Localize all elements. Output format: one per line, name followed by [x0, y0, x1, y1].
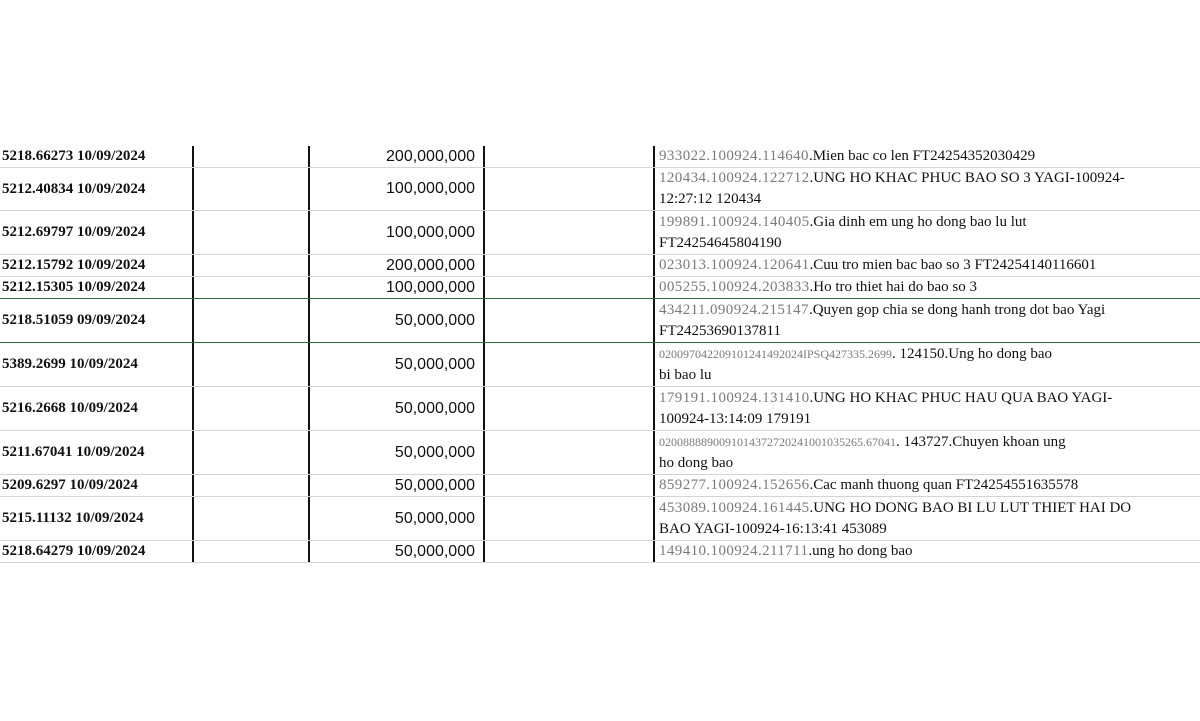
empty-cell [192, 387, 308, 430]
description-cell [653, 277, 1200, 298]
description-cell [653, 541, 1200, 562]
table-row [0, 431, 1200, 475]
amount-cell: 200,000,000 [308, 146, 483, 167]
transaction-id-date: 5211.67041 10/09/2024 [2, 444, 145, 460]
amount-cell: 200,000,000 [308, 255, 483, 276]
description-cell [653, 211, 1200, 254]
transaction-id-date: 5216.2668 10/09/2024 [2, 400, 138, 416]
table-row [0, 475, 1200, 497]
masked-reference: 005255.100924.203833 [659, 279, 810, 295]
transaction-id-date: 5212.15792 10/09/2024 [2, 257, 146, 273]
description-cell [653, 431, 1200, 474]
masked-reference: 199891.100924.140405 [659, 213, 810, 230]
description-line: 120434.100924.122712.UNG HO KHAC PHUC BAO SO 3 YAGI-100924- [659, 170, 1125, 186]
table-row [0, 168, 1200, 211]
empty-cell [483, 541, 653, 562]
description-line: 100924-13:14:09 179191 [659, 410, 812, 427]
description-line: 005255.100924.203833.Ho tro thiet hai do bao so 3 [659, 279, 977, 295]
empty-cell [483, 497, 653, 540]
transaction-id-date: 5209.6297 10/09/2024 [2, 477, 138, 493]
empty-cell [483, 146, 653, 167]
empty-cell [192, 541, 308, 562]
amount-cell: 50,000,000 [308, 387, 483, 430]
masked-reference: 0200888890091014372720241001035265.67041 [659, 434, 896, 449]
description-line: 179191.100924.131410.UNG HO KHAC PHUC HAU QUA BAO YAGI- [659, 389, 1113, 406]
empty-cell [192, 146, 308, 167]
masked-reference: 453089.100924.161445 [659, 499, 810, 516]
table-row [0, 387, 1200, 431]
masked-reference: 120434.100924.122712 [659, 170, 810, 186]
empty-cell [483, 475, 653, 496]
transaction-id-date: 5389.2699 10/09/2024 [2, 356, 138, 372]
transaction-id-date: 5218.64279 10/09/2024 [2, 543, 146, 559]
transaction-table [0, 146, 1200, 563]
amount-cell: 100,000,000 [308, 168, 483, 210]
description-line: FT24254645804190 [659, 234, 782, 251]
description-cell [653, 146, 1200, 167]
amount-cell: 50,000,000 [308, 541, 483, 562]
empty-cell [192, 255, 308, 276]
description-line: 453089.100924.161445.UNG HO DONG BAO BI LU LUT THIET HAI DO [659, 499, 1132, 516]
empty-cell [192, 475, 308, 496]
description-line: bi bao lu [659, 366, 712, 383]
empty-cell [483, 431, 653, 474]
description-cell [653, 168, 1200, 210]
amount-cell: 50,000,000 [308, 497, 483, 540]
transaction-id-date: 5212.15305 10/09/2024 [2, 279, 146, 295]
masked-reference: 179191.100924.131410 [659, 389, 810, 406]
amount-cell: 100,000,000 [308, 211, 483, 254]
amount-cell: 50,000,000 [308, 475, 483, 496]
transaction-id-date: 5212.69797 10/09/2024 [2, 224, 146, 240]
empty-cell [483, 255, 653, 276]
empty-cell [483, 299, 653, 342]
amount-cell: 50,000,000 [308, 299, 483, 342]
table-row [0, 497, 1200, 541]
description-cell [653, 299, 1200, 342]
description-line: 434211.090924.215147.Quyen gop chia se dong hanh trong dot bao Yagi [659, 301, 1106, 318]
amount-cell: 50,000,000 [308, 431, 483, 474]
masked-reference: 859277.100924.152656 [659, 477, 810, 493]
table-row [0, 211, 1200, 255]
description-cell [653, 387, 1200, 430]
table-row [0, 343, 1200, 387]
description-cell [653, 343, 1200, 386]
masked-reference: 933022.100924.114640 [659, 148, 809, 164]
empty-cell [192, 431, 308, 474]
table-row [0, 541, 1200, 563]
table-row [0, 299, 1200, 343]
description-line: 199891.100924.140405.Gia dinh em ung ho dong bao lu lut [659, 213, 1027, 230]
empty-cell [192, 211, 308, 254]
description-line: 0200888890091014372720241001035265.67041. 143727.Chuyen khoan ung [659, 433, 1066, 450]
masked-reference: 023013.100924.120641 [659, 257, 810, 273]
empty-cell [483, 387, 653, 430]
empty-cell [192, 343, 308, 386]
description-line: 020097042209101241492024IPSQ427335.2699. 124150.Ung ho dong bao [659, 345, 1053, 362]
description-line: FT24253690137811 [659, 322, 781, 339]
empty-cell [483, 343, 653, 386]
empty-cell [192, 277, 308, 298]
description-line: BAO YAGI-100924-16:13:41 453089 [659, 520, 887, 537]
transaction-id-date: 5218.66273 10/09/2024 [2, 148, 146, 164]
table-row [0, 277, 1200, 299]
empty-cell [483, 211, 653, 254]
masked-reference: 149410.100924.211711 [659, 543, 809, 559]
transaction-id-date: 5215.11132 10/09/2024 [2, 510, 144, 526]
transaction-id-date: 5218.51059 09/09/2024 [2, 312, 146, 328]
amount-cell: 100,000,000 [308, 277, 483, 298]
description-line: 149410.100924.211711.ung ho dong bao [659, 543, 913, 559]
table-row [0, 255, 1200, 277]
description-line: 933022.100924.114640.Mien bac co len FT24254352030429 [659, 148, 1036, 164]
empty-cell [192, 168, 308, 210]
description-line: 859277.100924.152656.Cac manh thuong quan FT24254551635578 [659, 477, 1079, 493]
description-line: ho dong bao [659, 454, 734, 471]
masked-reference: 020097042209101241492024IPSQ427335.2699 [659, 346, 893, 361]
amount-cell: 50,000,000 [308, 343, 483, 386]
description-cell [653, 475, 1200, 496]
table-row [0, 146, 1200, 168]
empty-cell [483, 277, 653, 298]
empty-cell [192, 497, 308, 540]
empty-cell [483, 168, 653, 210]
description-line: 12:27:12 120434 [659, 191, 762, 207]
description-line: 023013.100924.120641.Cuu tro mien bac bao so 3 FT24254140116601 [659, 257, 1097, 273]
masked-reference: 434211.090924.215147 [659, 301, 809, 318]
empty-cell [192, 299, 308, 342]
description-cell [653, 255, 1200, 276]
description-cell [653, 497, 1200, 540]
transaction-id-date: 5212.40834 10/09/2024 [2, 180, 146, 197]
